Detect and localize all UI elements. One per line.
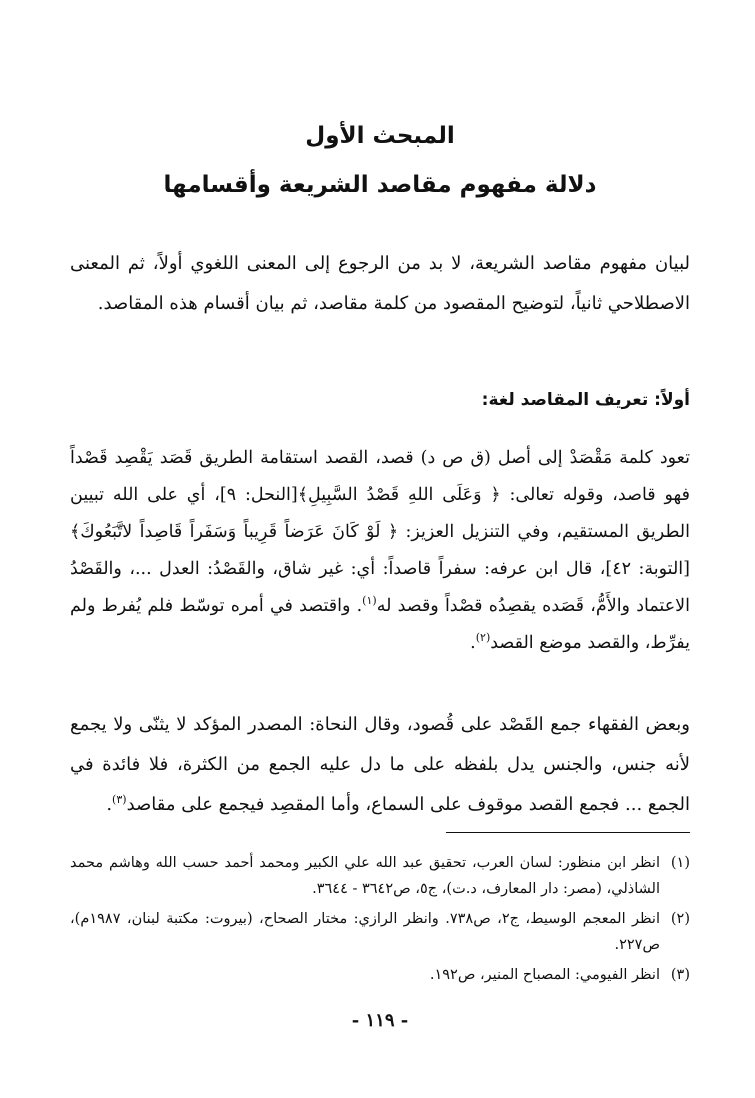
footnote-item [70, 962, 690, 988]
intro-paragraph: لبيان مفهوم مقاصد الشريعة، لا بد من الرجوع إلى المعنى اللغوي أولاً، ثم المعنى الاصطلاحي ثانياً، لتوضيح المقصود من كلمة مقاصد، ثم بيان أقسام هذه المقاصد. [70, 253, 690, 314]
definition-paragraph [70, 440, 690, 662]
jurists-end: . [106, 794, 113, 815]
footnote-ref-2[interactable]: (٢) [475, 631, 491, 645]
section-title: دلالة مفهوم مقاصد الشريعة وأقسامها [163, 172, 597, 198]
footnote-number: (٣) [670, 967, 690, 983]
jurists-text: وبعض الفقهاء جمع القَصْد على قُصود، وقال النحاة: المصدر المؤكد لا يثنّى ولا يجمع لأنه جنس، والجنس يدل بلفظه على ما دل عليه الجمع من الكثرة، فلا فائدة في الجمع ... فجمع القصد موقوف على السماع، وأما المقصِد فيجمع على مقاصد [70, 714, 690, 815]
definition-end: . [470, 633, 476, 653]
footnote-number: (١) [670, 855, 690, 871]
page-number: - ١١٩ - [351, 1010, 409, 1031]
book-page [70, 0, 690, 1098]
footnote-text: انظر الفيومي: المصباح المنير، ص١٩٢. [429, 967, 660, 983]
footnote-number: (٢) [670, 911, 690, 927]
footnote-item [70, 850, 690, 902]
footnote-separator [446, 832, 690, 833]
footnote-ref-1[interactable]: (١) [362, 594, 377, 608]
footnote-text: انظر ابن منظور: لسان العرب، تحقيق عبد الله علي الكبير ومحمد أحمد حسب الله وهاشم محمد الشاذلي، (مصر: دار المعارف، د.ت)، ج٥، ص٣٦٤٢ - ٣٦٤٤. [70, 855, 660, 897]
chapter-title: المبحث الأول [305, 123, 455, 149]
subheading-linguistic-definition: أولاً: تعريف المقاصد لغة: [481, 390, 690, 410]
footnote-item [70, 906, 690, 958]
definition-continuation: . واقتصد في أمره توسّط فلم يُفرط ولم يفرِّط، والقصد موضع القصد [70, 596, 690, 653]
footnotes-list [70, 850, 690, 992]
definition-text: تعود كلمة مَقْصَدْ إلى أصل (ق ص د) قصد، القصد استقامة الطريق قَصَد يَقْصِد قَصْداً فهو قاصد، وقوله تعالى: ﴿ وَعَلَى اللهِ قَصْدُ السَّبِيلِ﴾[النحل: ٩]، أي على الله تبيين الطريق المستقيم، وفي التنزيل العزيز: ﴿ لَوْ كَانَ عَرَضاً قَرِيباً وَسَفَراً قَاصِداً لاتَّبَعُوكَ﴾[التوبة: ٤٢]، قال ابن عرفه: سفراً قاصداً: أي: غير شاق، والقَصْدُ: العدل ...، والقَصْدُ الاعتماد والأَمُّ، قَصَده يقصِدُه قصْداً وقصد له [70, 448, 690, 616]
jurists-paragraph [70, 705, 690, 825]
footnote-ref-3[interactable]: (٣) [112, 793, 127, 806]
footnote-text: انظر المعجم الوسيط، ج٢، ص٧٣٨. وانظر الرازي: مختار الصحاح، (بيروت: مكتبة لبنان، ١٩٨٧م)، ص٢٢٧. [70, 911, 660, 953]
